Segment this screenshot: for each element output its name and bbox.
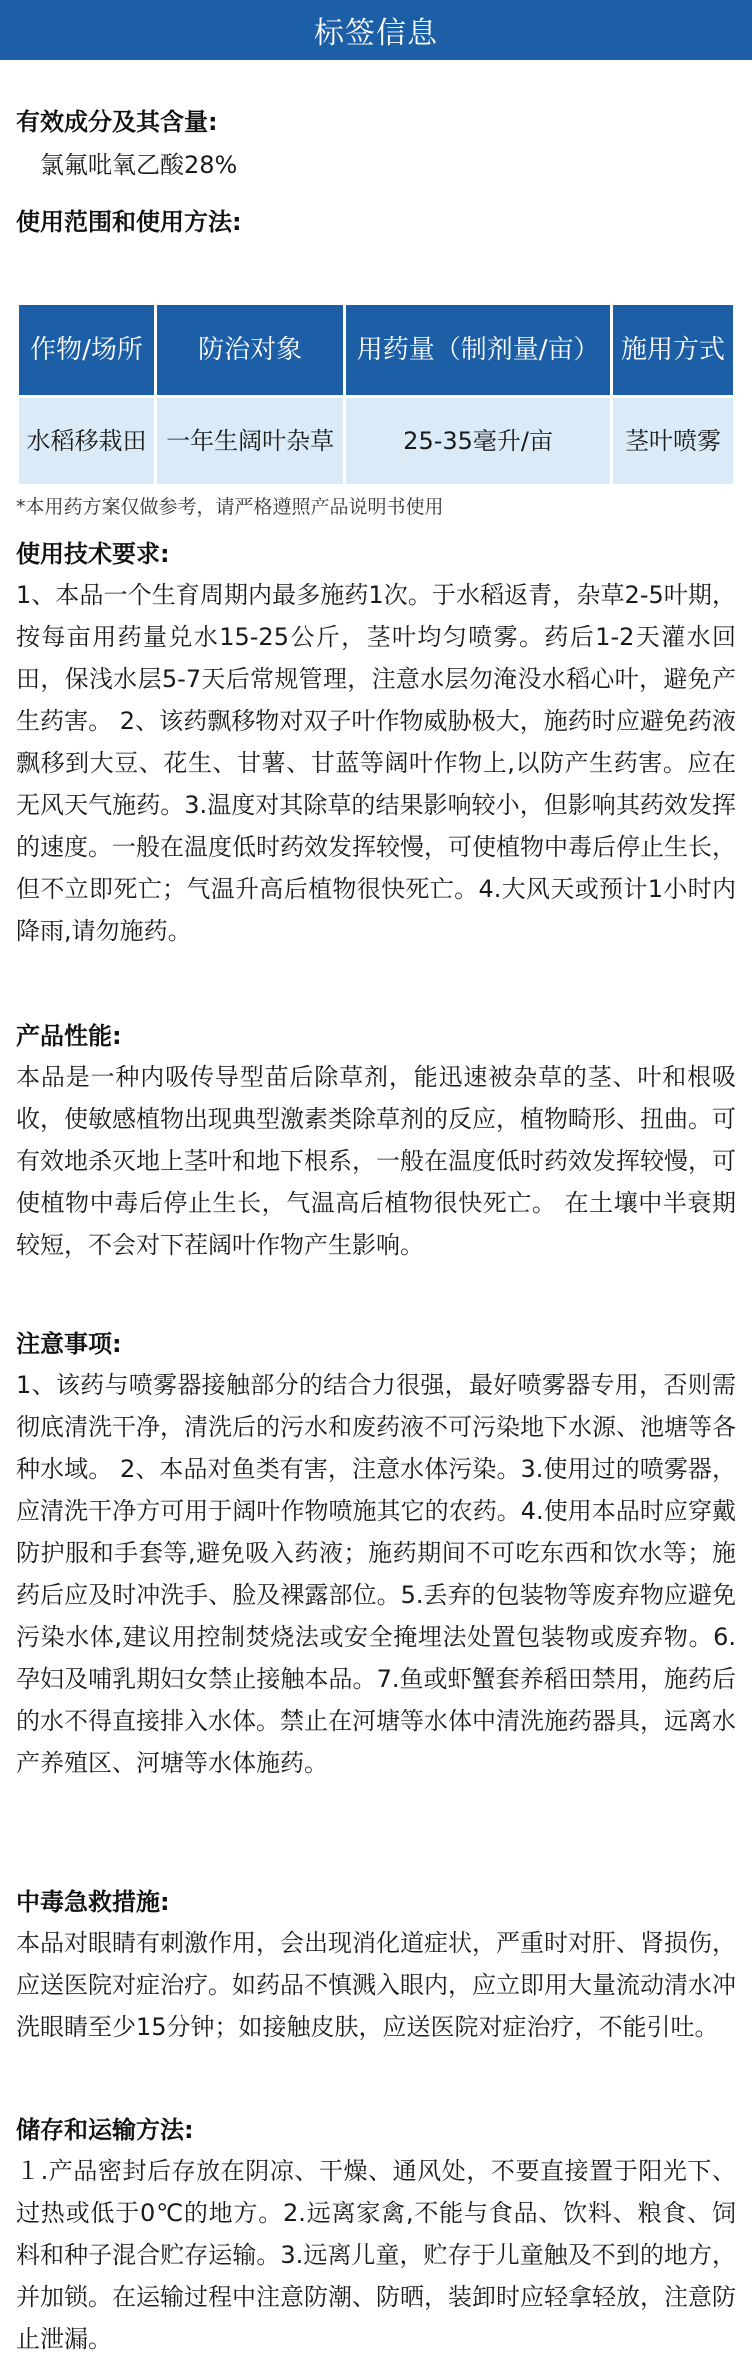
firstaid-section [16, 1886, 736, 2048]
column-header: 用药量（制剂量/亩） [346, 305, 610, 395]
table-cell: 一年生阔叶杂草 [157, 398, 343, 484]
cautions-body: 1、该药与喷雾器接触部分的结合力很强，最好喷雾器专用，否则需彻底清洗干净，清洗后的污水和废药液不可污染地下水源、池塘等各种水域。 2、本品对鱼类有害，注意水体污染。3.使用过的喷雾器，应清洗干净方可用于阔叶作物喷施其它的农药。4.使用本品时应穿戴防护服和手套等,避免吸入药液；施药期间不可吃东西和饮水等；施药后应及时冲洗手、脸及裸露部位。5.丢弃的包装物等废弃物应避免污染水体,建议用控制焚烧法或安全掩埋法处置包装物或废弃物。6.孕妇及哺乳期妇女禁止接触本品。7.鱼或虾蟹套养稻田禁用，施药后的水不得直接排入水体。禁止在河塘等水体中清洗施药器具，远离水产养殖区、河塘等水体施药。 [16, 1371, 736, 1777]
usage-section [16, 206, 736, 238]
cautions-section [16, 1328, 736, 1784]
table-cell: 茎叶喷雾 [613, 398, 733, 484]
firstaid-heading: 中毒急救措施: [16, 1888, 170, 1916]
ingredient-heading: 有效成分及其含量: [16, 108, 218, 136]
cautions-heading: 注意事项: [16, 1330, 122, 1358]
ingredient-value: 氯氟吡氧乙酸28% [40, 151, 238, 179]
performance-body: 本品是一种内吸传导型苗后除草剂，能迅速被杂草的茎、叶和根吸收，使敏感植物出现典型激素类除草剂的反应，植物畸形、扭曲。可有效地杀灭地上茎叶和地下根系，一般在温度低时药效发挥较慢，可使植物中毒后停止生长，气温高后植物很快死亡。 在土壤中半衰期较短，不会对下茬阔叶作物产生影响。 [16, 1063, 736, 1259]
ingredient-section [16, 106, 736, 182]
page-title: 标签信息 [314, 16, 438, 51]
storage-heading: 储存和运输方法: [16, 2116, 194, 2144]
table-cell: 25-35毫升/亩 [346, 398, 610, 484]
table-header-row [19, 305, 733, 395]
storage-section [16, 2114, 736, 2360]
usage-note: *本用药方案仅做参考，请严格遵照产品说明书使用 [16, 496, 444, 518]
performance-heading: 产品性能: [16, 1022, 122, 1050]
column-header: 施用方式 [613, 305, 733, 395]
usage-heading: 使用范围和使用方法: [16, 208, 242, 236]
usage-table [16, 302, 736, 487]
technique-heading: 使用技术要求: [16, 540, 170, 568]
technique-section [16, 538, 736, 952]
column-header: 防治对象 [157, 305, 343, 395]
firstaid-body: 本品对眼睛有刺激作用，会出现消化道症状，严重时对肝、肾损伤，应送医院对症治疗。如药品不慎溅入眼内，应立即用大量流动清水冲洗眼睛至少15分钟；如接触皮肤，应送医院对症治疗，不能引吐。 [16, 1929, 736, 2041]
table-cell: 水稻移栽田 [19, 398, 154, 484]
table-row [19, 398, 733, 484]
header-bar [0, 0, 752, 60]
column-header: 作物/场所 [19, 305, 154, 395]
performance-section [16, 1020, 736, 1266]
technique-body: 1、本品一个生育周期内最多施药1次。于水稻返青，杂草2-5叶期，按每亩用药量兑水15-25公斤，茎叶均匀喷雾。药后1-2天灌水回田，保浅水层5-7天后常规管理，注意水层勿淹没水稻心叶，避免产生药害。 2、该药飘移物对双子叶作物威胁极大，施药时应避免药液飘移到大豆、花生、甘薯、甘蓝等阔叶作物上,以防产生药害。应在无风天气施药。3.温度对其除草的结果影响较小，但影响其药效发挥的速度。一般在温度低时药效发挥较慢，可使植物中毒后停止生长，但不立即死亡；气温升高后植物很快死亡。4.大风天或预计1小时内降雨,请勿施药。 [16, 581, 736, 945]
storage-body: １.产品密封后存放在阴凉、干燥、通风处，不要直接置于阳光下、过热或低于0℃的地方。2.远离家禽,不能与食品、饮料、粮食、饲料和种子混合贮存运输。3.远离儿童，贮存于儿童触及不到的地方，并加锁。在运输过程中注意防潮、防晒，装卸时应轻拿轻放，注意防止泄漏。 [16, 2157, 736, 2353]
